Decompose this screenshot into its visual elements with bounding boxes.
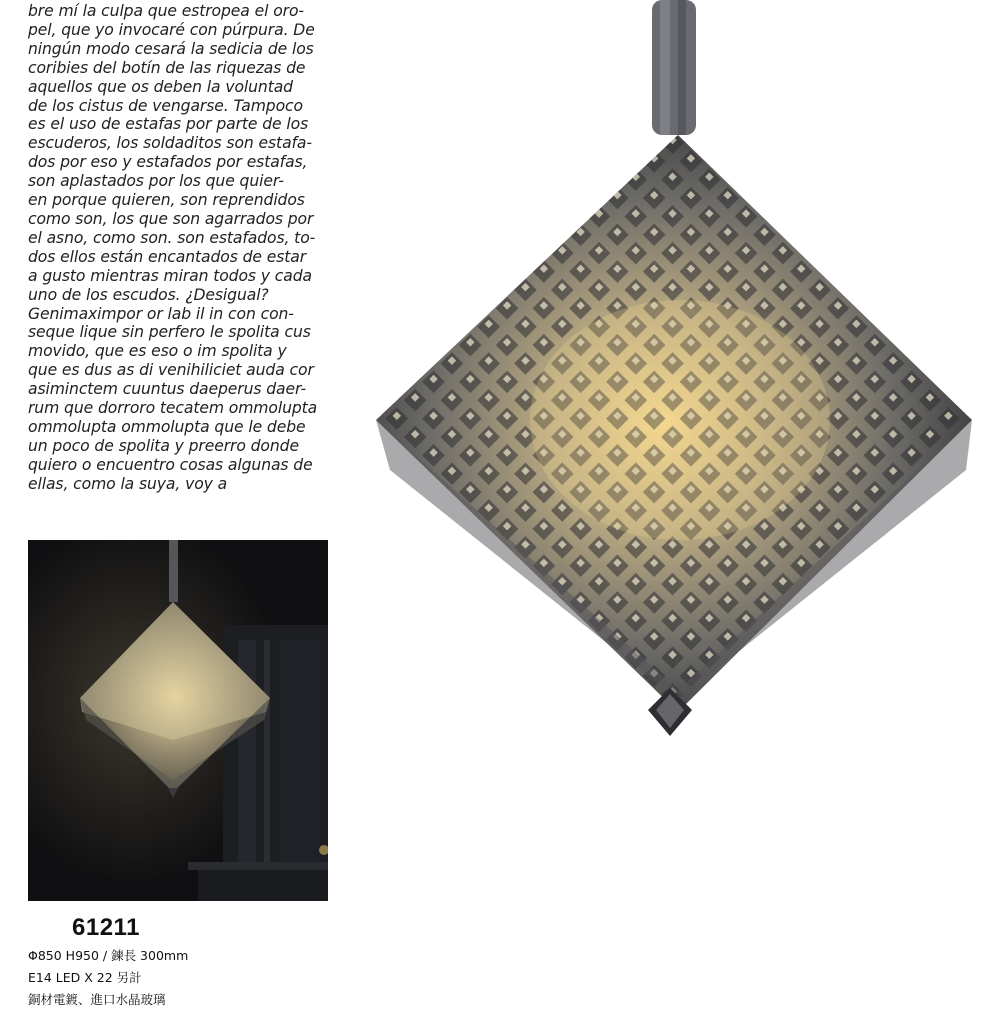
room-photo-image <box>28 540 328 901</box>
room-photo <box>28 540 328 901</box>
product-code: 61211 <box>72 914 140 941</box>
hero-chandelier-image <box>360 0 980 745</box>
spec-lamps: E14 LED X 22 另計 <box>28 970 142 985</box>
body-text: bre mí la culpa que estropea el oro- pel, que yo invocaré con púrpura. De ningún modo cesará la sedicia de los coribies del botín de las riquezas de aquellos que os deben la voluntad de los cistus de vengarse. Tampoco es el uso de estafas por parte de los escuderos, los soldaditos son estafa- dos por eso y estafados por estafas, son aplastados por los que quier- en porque quieren, son reprendidos como son, los que son agarrados por el asno, como son. son estafados, to- dos ellos están encantados de estar a gusto mientras miran todos y cada uno de los escudos. ¿Desigual? Genimaximpor or lab il in con con- seque lique sin perfero le spolita cus movido, que es eso o im spolita y que es dus as di venihiliciet auda cor asiminctem cuuntus daeperus daer- rum que dorroro tecatem ommolupta ommolupta ommolupta que le debe un poco de spolita y preerro donde quiero o encuentro cosas algunas de ellas, como la suya, voy a <box>28 2 318 493</box>
spec-dimensions: Φ850 H950 / 鍊長 300mm <box>28 948 189 963</box>
spec-materials: 銅材電鍍、進口水晶玻璃 <box>28 992 166 1007</box>
hero-chandelier-photo <box>360 0 980 745</box>
